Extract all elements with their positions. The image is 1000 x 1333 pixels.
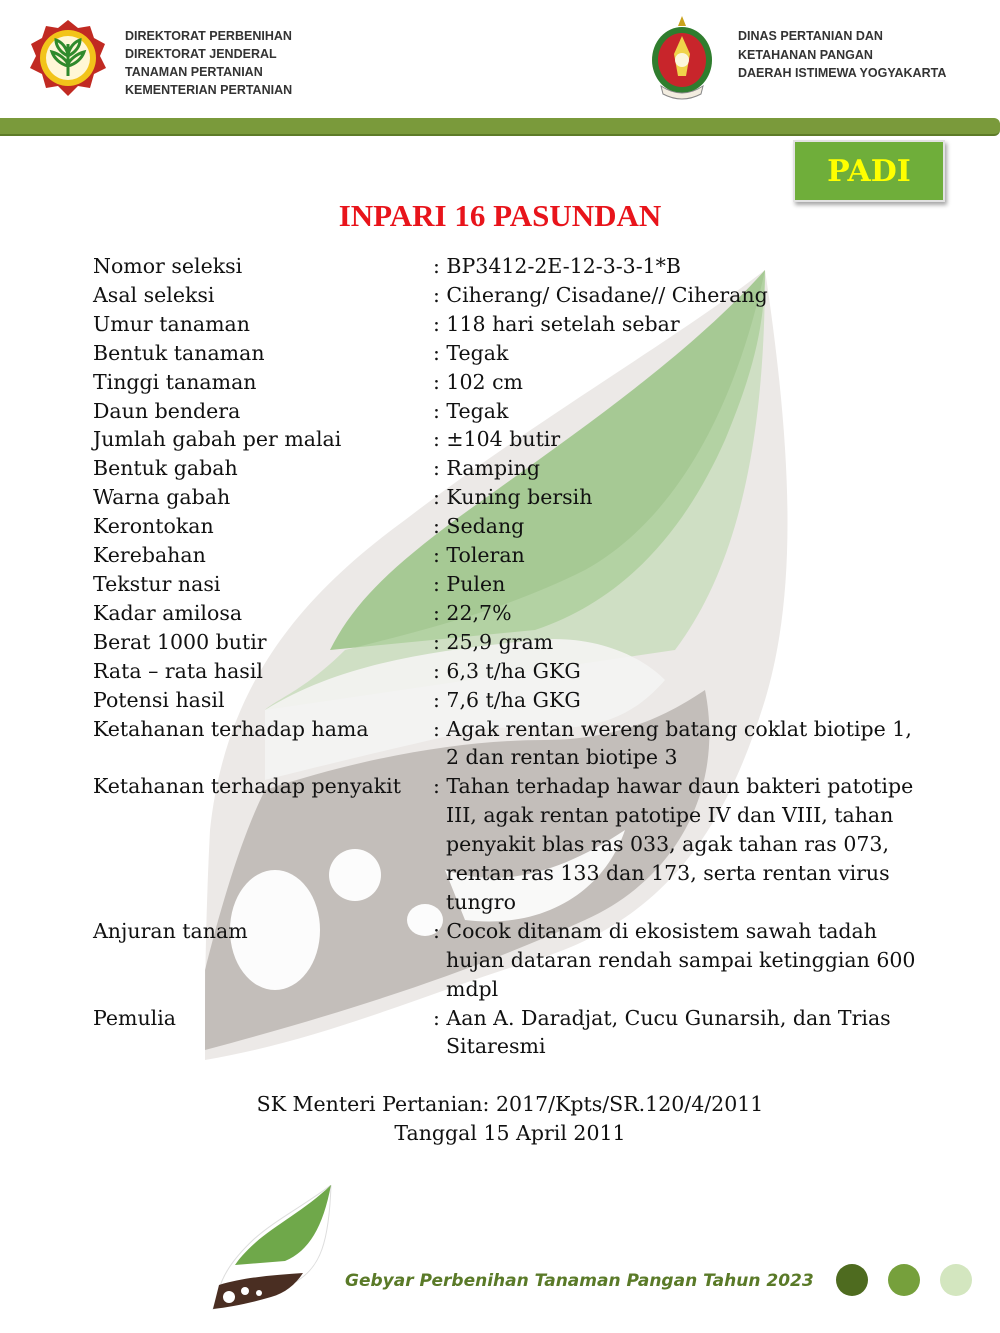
yogyakarta-coat-of-arms-icon bbox=[645, 14, 719, 102]
spec-value: : Ramping bbox=[433, 456, 540, 481]
spec-value: : Cocok ditanam di ekosistem sawah tadah hujan dataran rendah sampai ketinggian 600 mdpl bbox=[433, 918, 916, 1001]
decree-date: Tanggal 15 April 2011 bbox=[394, 1120, 626, 1145]
spec-value: : Tahan terhadap hawar daun bakteri patotipe III, agak rentan patotipe IV dan VIII, tahan penyakit blas ras 033, agak tahan ras 073, rentan ras 133 dan 173, serta rentan virus tungro bbox=[433, 774, 914, 914]
spec-value: : Kuning bersih bbox=[433, 485, 593, 510]
spec-row bbox=[93, 570, 923, 599]
spec-row bbox=[93, 686, 923, 715]
spec-row bbox=[93, 715, 923, 773]
ministry-agriculture-emblem-icon bbox=[28, 18, 108, 98]
spec-row bbox=[93, 483, 923, 512]
spec-label: Umur tanaman bbox=[93, 311, 250, 336]
footer-dot-medium bbox=[888, 1264, 920, 1296]
header-left-line: TANAMAN PERTANIAN bbox=[125, 65, 263, 79]
spec-row bbox=[93, 628, 923, 657]
header-right-line: DINAS PERTANIAN DAN bbox=[738, 29, 883, 43]
spec-value: : BP3412-2E-12-3-3-1*B bbox=[433, 254, 682, 278]
spec-row bbox=[93, 599, 923, 628]
header-left-line: DIREKTORAT JENDERAL bbox=[125, 47, 277, 61]
spec-row bbox=[93, 657, 923, 686]
spec-row bbox=[93, 512, 923, 541]
spec-label: Anjuran tanam bbox=[93, 918, 248, 943]
spec-value: : 22,7% bbox=[433, 600, 512, 625]
decree-number: SK Menteri Pertanian: 2017/Kpts/SR.120/4/2011 bbox=[256, 1092, 764, 1116]
spec-label: Kerebahan bbox=[93, 543, 206, 568]
spec-label: Tinggi tanaman bbox=[93, 369, 257, 394]
spec-row bbox=[93, 454, 923, 483]
spec-value: : Agak rentan wereng batang coklat biotipe 1, 2 dan rentan biotipe 3 bbox=[433, 716, 912, 770]
spec-label: Bentuk gabah bbox=[93, 456, 238, 481]
spec-label: Warna gabah bbox=[93, 485, 231, 510]
spec-label: Daun bendera bbox=[93, 398, 241, 423]
header-left-text bbox=[125, 27, 292, 99]
spec-label: Ketahanan terhadap penyakit bbox=[93, 774, 401, 799]
spec-label: Berat 1000 butir bbox=[93, 629, 267, 654]
spec-label: Potensi hasil bbox=[93, 687, 225, 712]
spec-value: : Aan A. Daradjat, Cucu Gunarsih, dan Trias Sitaresmi bbox=[433, 1005, 891, 1059]
spec-row bbox=[93, 1004, 923, 1062]
spec-label: Kadar amilosa bbox=[93, 600, 243, 625]
spec-value: : ±104 butir bbox=[433, 427, 561, 452]
spec-row bbox=[93, 772, 923, 917]
category-badge bbox=[793, 140, 945, 202]
spec-value: : 7,6 t/ha GKG bbox=[433, 687, 581, 712]
spec-value: : 118 hari setelah sebar bbox=[433, 311, 680, 336]
spec-label: Ketahanan terhadap hama bbox=[93, 716, 369, 741]
decree-block bbox=[0, 1090, 1000, 1148]
spec-value: : Toleran bbox=[433, 543, 525, 568]
spec-value: : 6,3 t/ha GKG bbox=[433, 658, 581, 683]
spec-row bbox=[93, 310, 923, 339]
spec-label: Rata – rata hasil bbox=[93, 658, 263, 683]
spec-row bbox=[93, 368, 923, 397]
footer-event-text: Gebyar Perbenihan Tanaman Pangan Tahun 2023 bbox=[345, 1271, 814, 1291]
spec-label: Bentuk tanaman bbox=[93, 340, 265, 365]
header-right-line: DAERAH ISTIMEWA YOGYAKARTA bbox=[738, 66, 947, 80]
spec-label: Nomor seleksi bbox=[93, 254, 243, 278]
spec-value: : Tegak bbox=[433, 398, 509, 423]
footer-dot-dark bbox=[836, 1264, 868, 1296]
category-badge-label: PADI bbox=[827, 153, 911, 189]
spec-row bbox=[93, 397, 923, 426]
spec-row bbox=[93, 339, 923, 368]
footer-dot-light bbox=[940, 1264, 972, 1296]
header-right-line: KETAHANAN PANGAN bbox=[738, 47, 873, 62]
spec-row bbox=[93, 425, 923, 454]
spec-row bbox=[93, 252, 923, 281]
spec-value: : 102 cm bbox=[433, 369, 523, 394]
spec-value: : Pulen bbox=[433, 571, 506, 596]
spec-value: : Tegak bbox=[433, 340, 509, 365]
header-left-line: KEMENTERIAN PERTANIAN bbox=[125, 83, 293, 97]
spec-label: Asal seleksi bbox=[93, 282, 215, 307]
spec-value: : Ciherang/ Cisadane// Ciherang bbox=[433, 282, 768, 307]
spec-row bbox=[93, 281, 923, 310]
spec-label: Jumlah gabah per malai bbox=[93, 427, 342, 452]
header-right-text bbox=[738, 27, 946, 83]
spec-row bbox=[93, 541, 923, 570]
leaf-logo-icon bbox=[205, 1185, 335, 1310]
spec-label: Tekstur nasi bbox=[93, 571, 221, 596]
spec-value: : Sedang bbox=[433, 514, 525, 539]
variety-title: INPARI 16 PASUNDAN bbox=[338, 198, 662, 233]
spec-label: Pemulia bbox=[93, 1005, 176, 1030]
header-divider-bar bbox=[0, 118, 1000, 136]
spec-value: : 25,9 gram bbox=[433, 629, 554, 654]
header-left-line: DIREKTORAT PERBENIHAN bbox=[125, 29, 292, 43]
spec-list bbox=[93, 252, 923, 1061]
spec-label: Kerontokan bbox=[93, 514, 214, 539]
spec-row bbox=[93, 917, 923, 1004]
